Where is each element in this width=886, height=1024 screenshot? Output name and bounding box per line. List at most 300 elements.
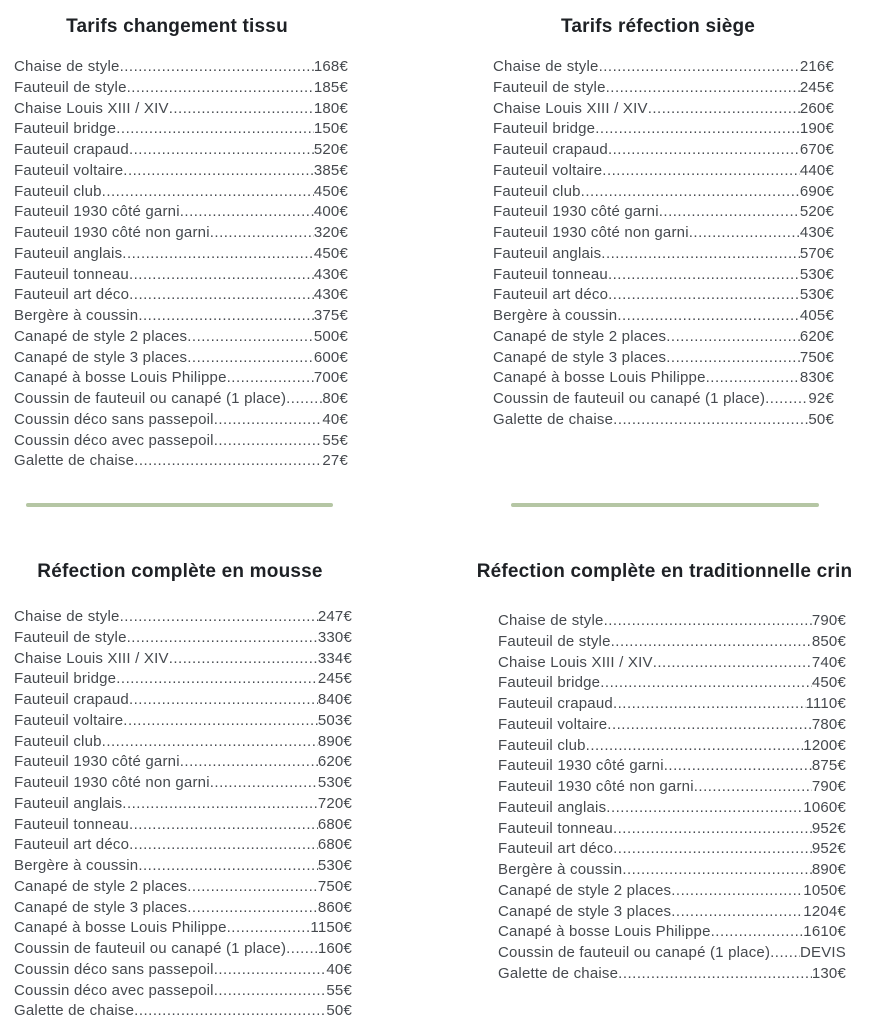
item-label: Fauteuil voltaire bbox=[14, 161, 124, 179]
price-row bbox=[498, 632, 846, 653]
item-price: 245€ bbox=[799, 78, 834, 96]
item-price: 80€ bbox=[322, 390, 348, 407]
item-price: 168€ bbox=[313, 58, 348, 75]
item-price: 130€ bbox=[811, 964, 846, 982]
dot-leader bbox=[706, 368, 800, 389]
item-price: 330€ bbox=[317, 628, 352, 646]
price-row bbox=[498, 902, 846, 923]
item-label: Fauteuil 1930 côté garni bbox=[493, 203, 659, 221]
item-price: 40€ bbox=[326, 960, 352, 978]
dot-leader bbox=[102, 182, 314, 203]
dot-leader bbox=[122, 244, 314, 265]
price-row bbox=[14, 877, 352, 898]
dot-leader bbox=[122, 794, 318, 815]
dot-leader bbox=[138, 306, 314, 327]
dot-leader bbox=[622, 860, 812, 881]
dot-leader bbox=[765, 389, 808, 410]
dot-leader bbox=[169, 99, 314, 120]
dot-leader bbox=[129, 285, 314, 306]
dot-leader bbox=[129, 140, 314, 161]
item-price: 1050€ bbox=[803, 881, 846, 899]
price-list-refection-complete-traditionnelle-crin bbox=[498, 611, 846, 985]
price-row bbox=[14, 57, 348, 78]
price-row bbox=[14, 690, 352, 711]
item-label: Chaise de style bbox=[498, 612, 604, 629]
dot-leader bbox=[659, 202, 800, 223]
dot-leader bbox=[210, 223, 314, 244]
price-row bbox=[14, 223, 348, 244]
item-price: 50€ bbox=[326, 1002, 352, 1020]
item-price: 320€ bbox=[313, 224, 348, 241]
price-row bbox=[493, 389, 834, 410]
dot-leader bbox=[187, 877, 318, 898]
item-label: Fauteuil club bbox=[493, 182, 581, 200]
item-price: 890€ bbox=[317, 732, 352, 750]
dot-leader bbox=[613, 839, 812, 860]
dot-leader bbox=[180, 752, 318, 773]
price-row bbox=[14, 410, 348, 431]
price-row bbox=[14, 140, 348, 161]
dot-leader bbox=[607, 715, 812, 736]
item-price: 530€ bbox=[317, 774, 352, 791]
item-price: 180€ bbox=[313, 99, 348, 117]
price-row bbox=[493, 182, 834, 203]
item-label: Canapé à bosse Louis Philippe bbox=[14, 369, 227, 387]
item-price: 1060€ bbox=[803, 798, 846, 816]
item-label: Canapé de style 2 places bbox=[14, 877, 188, 895]
dot-leader bbox=[102, 732, 318, 753]
section-title-tarifs-changement-tissu: Tarifs changement tissu bbox=[66, 15, 288, 37]
dot-leader bbox=[134, 1001, 326, 1022]
dot-leader bbox=[608, 140, 800, 161]
price-row bbox=[14, 711, 352, 732]
price-row bbox=[14, 451, 348, 472]
dot-leader bbox=[120, 607, 318, 628]
dot-leader bbox=[613, 410, 808, 431]
item-price: 1204€ bbox=[803, 902, 846, 920]
item-label: Canapé de style 3 places bbox=[498, 902, 672, 920]
price-row bbox=[493, 99, 834, 120]
item-label: Fauteuil art déco bbox=[14, 836, 130, 854]
item-price: 150€ bbox=[313, 120, 348, 138]
price-row bbox=[493, 348, 834, 369]
item-price: 1150€ bbox=[310, 919, 352, 937]
price-row bbox=[14, 835, 352, 856]
item-price: 780€ bbox=[811, 715, 846, 733]
item-price: 245€ bbox=[317, 670, 352, 688]
item-label: Fauteuil art déco bbox=[493, 286, 609, 304]
price-row bbox=[14, 898, 352, 919]
item-price: 334€ bbox=[317, 649, 352, 667]
dot-leader bbox=[671, 881, 803, 902]
item-label: Fauteuil tonneau bbox=[493, 265, 608, 283]
item-label: Fauteuil art déco bbox=[498, 840, 614, 858]
price-row bbox=[493, 161, 834, 182]
price-row bbox=[14, 202, 348, 223]
item-label: Fauteuil anglais bbox=[493, 244, 602, 262]
item-label: Chaise de style bbox=[493, 58, 599, 75]
price-row bbox=[493, 244, 834, 265]
item-label: Fauteuil de style bbox=[14, 628, 127, 646]
price-row bbox=[498, 756, 846, 777]
price-row bbox=[493, 265, 834, 286]
price-row bbox=[14, 1001, 352, 1022]
item-price: 55€ bbox=[322, 431, 348, 449]
item-label: Fauteuil club bbox=[498, 736, 586, 754]
item-price: 680€ bbox=[317, 815, 352, 833]
price-row bbox=[14, 265, 348, 286]
price-row bbox=[14, 649, 352, 670]
price-row bbox=[498, 715, 846, 736]
price-row bbox=[14, 981, 352, 1002]
item-label: Canapé à bosse Louis Philippe bbox=[493, 369, 706, 387]
dot-leader bbox=[123, 161, 314, 182]
item-price: 740€ bbox=[811, 653, 846, 671]
price-row bbox=[14, 368, 348, 389]
item-label: Fauteuil tonneau bbox=[14, 265, 129, 283]
item-price: 750€ bbox=[799, 348, 834, 366]
price-row bbox=[498, 922, 846, 943]
item-price: 620€ bbox=[317, 753, 352, 771]
price-row bbox=[498, 943, 846, 964]
price-row bbox=[493, 119, 834, 140]
dot-leader bbox=[601, 244, 800, 265]
price-list-tarifs-refection-siege bbox=[493, 57, 834, 431]
item-label: Canapé de style 2 places bbox=[493, 327, 667, 345]
item-price: 720€ bbox=[317, 794, 352, 812]
item-price: 700€ bbox=[313, 369, 348, 387]
section-divider bbox=[26, 503, 333, 507]
price-row bbox=[14, 306, 348, 327]
item-label: Bergère à coussin bbox=[14, 307, 139, 324]
item-label: Fauteuil crapaud bbox=[498, 695, 613, 712]
item-price: 600€ bbox=[313, 348, 348, 366]
item-label: Fauteuil de style bbox=[493, 78, 606, 96]
item-price: 830€ bbox=[799, 369, 834, 387]
price-list-tarifs-changement-tissu bbox=[14, 57, 348, 472]
price-row bbox=[14, 794, 352, 815]
price-row bbox=[493, 368, 834, 389]
price-row bbox=[14, 607, 352, 628]
dot-leader bbox=[711, 922, 804, 943]
item-price: 1610€ bbox=[803, 923, 846, 941]
price-row bbox=[498, 736, 846, 757]
item-price: 385€ bbox=[313, 161, 348, 179]
price-row bbox=[498, 819, 846, 840]
dot-leader bbox=[664, 756, 812, 777]
item-price: 375€ bbox=[313, 307, 348, 324]
dot-leader bbox=[671, 902, 803, 923]
dot-leader bbox=[127, 628, 318, 649]
item-price: 520€ bbox=[313, 141, 348, 158]
dot-leader bbox=[286, 939, 318, 960]
section-title-tarifs-refection-siege: Tarifs réfection siège bbox=[560, 15, 756, 37]
item-label: Fauteuil anglais bbox=[498, 798, 607, 816]
item-price: 185€ bbox=[313, 78, 348, 96]
item-label: Fauteuil club bbox=[14, 182, 102, 200]
price-row bbox=[14, 182, 348, 203]
item-price: 55€ bbox=[326, 981, 352, 999]
item-price: 40€ bbox=[322, 410, 348, 428]
price-row bbox=[14, 960, 352, 981]
item-price: 260€ bbox=[799, 99, 834, 117]
item-price: 503€ bbox=[317, 711, 352, 729]
section-title-refection-complete-traditionnelle-crin: Réfection complète en traditionnelle crin bbox=[476, 560, 853, 582]
item-price: 216€ bbox=[799, 58, 834, 75]
item-label: Chaise Louis XIII / XIV bbox=[493, 99, 648, 117]
price-row bbox=[498, 777, 846, 798]
item-price: 530€ bbox=[317, 857, 352, 874]
item-label: Chaise Louis XIII / XIV bbox=[498, 653, 653, 671]
item-price: 875€ bbox=[811, 757, 846, 775]
dot-leader bbox=[600, 673, 812, 694]
dot-leader bbox=[617, 306, 800, 327]
item-label: Fauteuil art déco bbox=[14, 286, 130, 304]
dot-leader bbox=[595, 119, 800, 140]
dot-leader bbox=[286, 389, 322, 410]
item-price: 620€ bbox=[799, 327, 834, 345]
dot-leader bbox=[586, 736, 804, 757]
dot-leader bbox=[599, 57, 800, 78]
item-price: 1110€ bbox=[805, 695, 846, 712]
item-label: Fauteuil anglais bbox=[14, 794, 123, 812]
price-row bbox=[14, 918, 352, 939]
dot-leader bbox=[606, 798, 803, 819]
item-label: Chaise Louis XIII / XIV bbox=[14, 99, 169, 117]
dot-leader bbox=[214, 981, 327, 1002]
price-row bbox=[493, 78, 834, 99]
dot-leader bbox=[666, 348, 800, 369]
item-price: 400€ bbox=[313, 203, 348, 221]
item-label: Fauteuil 1930 côté non garni bbox=[14, 224, 210, 241]
price-row bbox=[14, 732, 352, 753]
item-label: Fauteuil tonneau bbox=[498, 819, 613, 837]
dot-leader bbox=[214, 960, 327, 981]
item-label: Fauteuil crapaud bbox=[14, 691, 129, 708]
item-price: 430€ bbox=[799, 224, 834, 241]
dot-leader bbox=[129, 835, 318, 856]
item-label: Canapé de style 3 places bbox=[14, 898, 188, 916]
item-label: Galette de chaise bbox=[14, 1002, 135, 1020]
item-price: 530€ bbox=[799, 265, 834, 283]
price-row bbox=[14, 752, 352, 773]
price-row bbox=[14, 161, 348, 182]
dot-leader bbox=[127, 78, 314, 99]
item-label: Fauteuil 1930 côté garni bbox=[498, 757, 664, 775]
item-label: Fauteuil anglais bbox=[14, 244, 123, 262]
dot-leader bbox=[169, 649, 318, 670]
price-row bbox=[14, 285, 348, 306]
dot-leader bbox=[608, 285, 800, 306]
dot-leader bbox=[618, 964, 812, 985]
price-row bbox=[493, 285, 834, 306]
item-label: Fauteuil voltaire bbox=[493, 161, 603, 179]
dot-leader bbox=[606, 78, 800, 99]
item-price: DEVIS bbox=[799, 944, 846, 961]
price-row bbox=[14, 773, 352, 794]
item-price: 430€ bbox=[313, 265, 348, 283]
price-row bbox=[14, 389, 348, 410]
dot-leader bbox=[129, 265, 314, 286]
price-row bbox=[14, 628, 352, 649]
dot-leader bbox=[214, 431, 323, 452]
dot-leader bbox=[134, 451, 322, 472]
item-label: Fauteuil 1930 côté non garni bbox=[498, 778, 694, 795]
item-price: 530€ bbox=[799, 286, 834, 304]
item-price: 430€ bbox=[313, 286, 348, 304]
dot-leader bbox=[227, 368, 314, 389]
price-row bbox=[498, 798, 846, 819]
price-list-refection-complete-mousse bbox=[14, 607, 352, 1022]
dot-leader bbox=[187, 327, 314, 348]
price-row bbox=[14, 119, 348, 140]
price-row bbox=[14, 431, 348, 452]
item-price: 790€ bbox=[811, 612, 846, 629]
section-title-refection-complete-mousse: Réfection complète en mousse bbox=[37, 560, 323, 582]
item-price: 50€ bbox=[808, 410, 834, 428]
price-row bbox=[14, 669, 352, 690]
item-label: Fauteuil bridge bbox=[498, 674, 601, 692]
price-row bbox=[14, 244, 348, 265]
item-price: 190€ bbox=[799, 120, 834, 138]
item-price: 500€ bbox=[313, 327, 348, 345]
dot-leader bbox=[180, 202, 314, 223]
item-label: Coussin de fauteuil ou canapé (1 place) bbox=[498, 944, 771, 961]
dot-leader bbox=[608, 265, 800, 286]
price-row bbox=[498, 673, 846, 694]
item-label: Canapé à bosse Louis Philippe bbox=[14, 919, 227, 937]
item-price: 1200€ bbox=[803, 736, 846, 754]
item-price: 160€ bbox=[317, 940, 352, 957]
item-label: Bergère à coussin bbox=[498, 861, 623, 878]
dot-leader bbox=[613, 819, 812, 840]
item-price: 690€ bbox=[799, 182, 834, 200]
item-price: 440€ bbox=[799, 161, 834, 179]
price-row bbox=[14, 78, 348, 99]
item-label: Canapé de style 3 places bbox=[14, 348, 188, 366]
item-price: 92€ bbox=[808, 390, 834, 407]
dot-leader bbox=[694, 777, 812, 798]
dot-leader bbox=[602, 161, 800, 182]
price-row bbox=[493, 327, 834, 348]
item-label: Chaise de style bbox=[14, 58, 120, 75]
dot-leader bbox=[613, 694, 806, 715]
dot-leader bbox=[227, 918, 311, 939]
item-label: Galette de chaise bbox=[14, 452, 135, 470]
dot-leader bbox=[604, 611, 812, 632]
price-row bbox=[14, 99, 348, 120]
item-label: Fauteuil de style bbox=[14, 78, 127, 96]
item-price: 247€ bbox=[317, 608, 352, 625]
price-row bbox=[14, 939, 352, 960]
item-label: Fauteuil 1930 côté non garni bbox=[14, 774, 210, 791]
dot-leader bbox=[116, 669, 318, 690]
item-label: Fauteuil bridge bbox=[493, 120, 596, 138]
price-row bbox=[498, 694, 846, 715]
dot-leader bbox=[123, 711, 318, 732]
price-row bbox=[498, 839, 846, 860]
item-label: Fauteuil voltaire bbox=[498, 715, 608, 733]
item-label: Canapé de style 2 places bbox=[498, 881, 672, 899]
item-label: Canapé de style 3 places bbox=[493, 348, 667, 366]
price-row bbox=[498, 860, 846, 881]
dot-leader bbox=[129, 690, 318, 711]
price-row bbox=[498, 653, 846, 674]
dot-leader bbox=[581, 182, 800, 203]
item-label: Fauteuil 1930 côté garni bbox=[14, 753, 180, 771]
item-price: 670€ bbox=[799, 141, 834, 158]
item-label: Coussin déco avec passepoil bbox=[14, 981, 214, 999]
item-label: Galette de chaise bbox=[498, 964, 619, 982]
item-price: 450€ bbox=[811, 674, 846, 692]
item-label: Fauteuil 1930 côté non garni bbox=[493, 224, 689, 241]
item-label: Bergère à coussin bbox=[493, 307, 618, 324]
item-label: Chaise de style bbox=[14, 608, 120, 625]
item-label: Coussin de fauteuil ou canapé (1 place) bbox=[493, 390, 766, 407]
item-label: Fauteuil tonneau bbox=[14, 815, 129, 833]
dot-leader bbox=[187, 898, 318, 919]
item-label: Fauteuil de style bbox=[498, 632, 611, 650]
dot-leader bbox=[120, 57, 314, 78]
price-row bbox=[493, 306, 834, 327]
price-row bbox=[493, 202, 834, 223]
dot-leader bbox=[214, 410, 323, 431]
item-label: Coussin déco sans passepoil bbox=[14, 410, 214, 428]
item-label: Coussin de fauteuil ou canapé (1 place) bbox=[14, 390, 287, 407]
item-label: Fauteuil voltaire bbox=[14, 711, 124, 729]
price-row bbox=[498, 881, 846, 902]
item-label: Bergère à coussin bbox=[14, 857, 139, 874]
dot-leader bbox=[210, 773, 318, 794]
item-label: Fauteuil bridge bbox=[14, 120, 117, 138]
item-price: 680€ bbox=[317, 836, 352, 854]
item-price: 27€ bbox=[322, 452, 348, 470]
dot-leader bbox=[648, 99, 800, 120]
item-label: Fauteuil crapaud bbox=[493, 141, 608, 158]
item-price: 850€ bbox=[811, 632, 846, 650]
price-row bbox=[493, 57, 834, 78]
item-price: 840€ bbox=[317, 691, 352, 708]
dot-leader bbox=[689, 223, 800, 244]
price-row bbox=[498, 611, 846, 632]
item-label: Coussin déco avec passepoil bbox=[14, 431, 214, 449]
dot-leader bbox=[129, 815, 318, 836]
item-price: 570€ bbox=[799, 244, 834, 262]
item-price: 790€ bbox=[811, 778, 846, 795]
dot-leader bbox=[187, 348, 314, 369]
item-price: 952€ bbox=[811, 819, 846, 837]
item-price: 450€ bbox=[313, 244, 348, 262]
dot-leader bbox=[770, 943, 800, 964]
item-label: Canapé à bosse Louis Philippe bbox=[498, 923, 711, 941]
dot-leader bbox=[666, 327, 800, 348]
price-row bbox=[493, 410, 834, 431]
item-label: Fauteuil club bbox=[14, 732, 102, 750]
dot-leader bbox=[653, 653, 812, 674]
item-price: 405€ bbox=[799, 307, 834, 324]
price-row bbox=[493, 223, 834, 244]
item-price: 952€ bbox=[811, 840, 846, 858]
dot-leader bbox=[116, 119, 314, 140]
price-row bbox=[493, 140, 834, 161]
item-price: 520€ bbox=[799, 203, 834, 221]
item-label: Fauteuil crapaud bbox=[14, 141, 129, 158]
item-label: Coussin de fauteuil ou canapé (1 place) bbox=[14, 940, 287, 957]
price-row bbox=[14, 815, 352, 836]
price-row bbox=[14, 348, 348, 369]
item-label: Galette de chaise bbox=[493, 410, 614, 428]
item-price: 890€ bbox=[811, 861, 846, 878]
